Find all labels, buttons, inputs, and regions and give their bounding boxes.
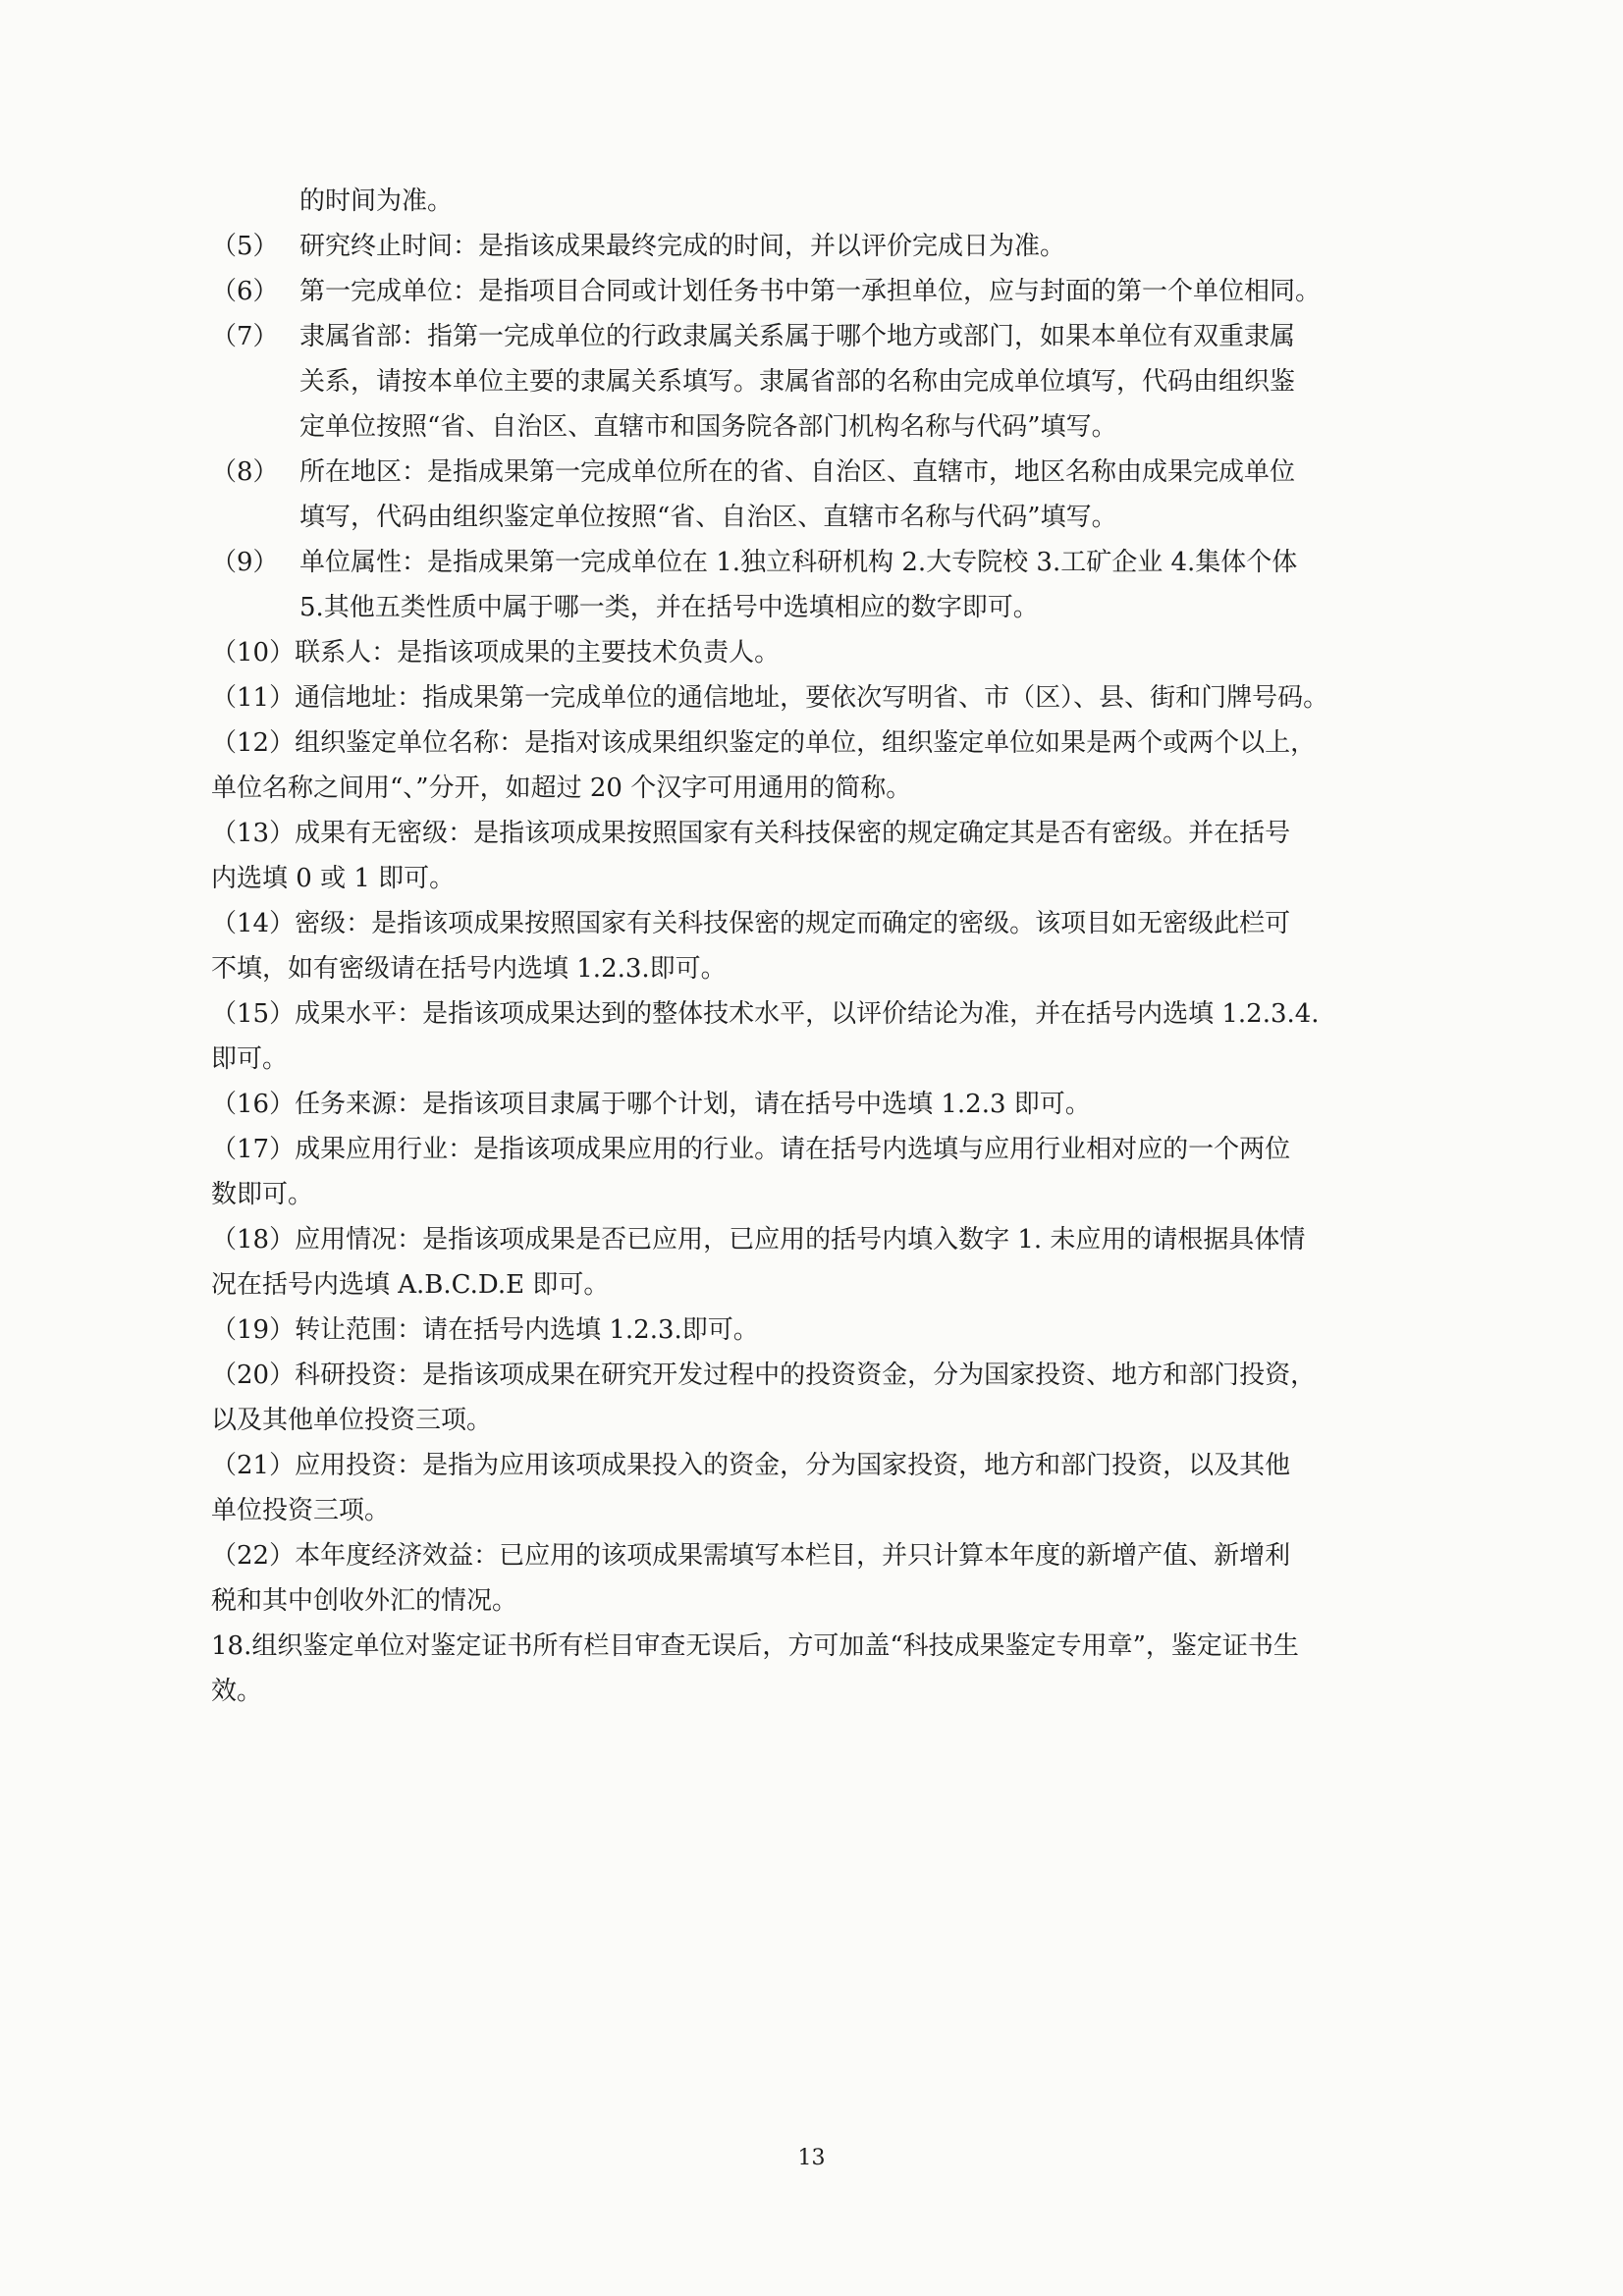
text-line: （16）任务来源：是指该项目隶属于哪个计划，请在括号中选填 1.2.3 即可。 xyxy=(211,1090,1091,1119)
item-number: （5） xyxy=(211,232,279,261)
text-line: 效。 xyxy=(211,1677,263,1706)
text-line: 数即可。 xyxy=(211,1180,314,1209)
text-line: （12）组织鉴定单位名称：是指对该成果组织鉴定的单位，组织鉴定单位如果是两个或两个以上， xyxy=(211,728,1317,758)
text-line: 18.组织鉴定单位对鉴定证书所有栏目审查无误后，方可加盖“科技成果鉴定专用章”，鉴定证书生 xyxy=(211,1631,1299,1661)
list-item xyxy=(211,269,1448,314)
text-line: 单位名称之间用“、”分开，如超过 20 个汉字可用通用的简称。 xyxy=(211,774,912,803)
text-line: （15）成果水平：是指该项成果达到的整体技术水平，以评价结论为准，并在括号内选填 1.2.3.4. xyxy=(211,999,1320,1029)
text-line: （17）成果应用行业：是指该项成果应用的行业。请在括号内选填与应用行业相对应的一个两位 xyxy=(211,1135,1291,1164)
text-line: （18）应用情况：是指该项成果是否已应用，已应用的括号内填入数字 1. 未应用的请根据具体情 xyxy=(211,1225,1306,1255)
instructions-body xyxy=(211,179,1448,1714)
text-line: （13）成果有无密级：是指该项成果按照国家有关科技保密的规定确定其是否有密级。并在括号 xyxy=(211,819,1291,848)
item-number: （9） xyxy=(211,548,279,577)
text-line: 单位投资三项。 xyxy=(211,1496,391,1525)
item-number: （8） xyxy=(211,457,279,487)
item-text: 所在地区：是指成果第一完成单位所在的省、自治区、直辖市，地区名称由成果完成单位 xyxy=(299,457,1296,487)
text-line: 5.其他五类性质中属于哪一类，并在括号中选填相应的数字即可。 xyxy=(299,593,1039,622)
text-line: （20）科研投资：是指该项成果在研究开发过程中的投资资金，分为国家投资、地方和部门投资， xyxy=(211,1361,1317,1390)
page-number: 13 xyxy=(797,2146,826,2170)
text-line: （14）密级：是指该项成果按照国家有关科技保密的规定而确定的密级。该项目如无密级此栏可 xyxy=(211,909,1291,938)
list-item xyxy=(211,314,1448,359)
text-line: （22）本年度经济效益：已应用的该项成果需填写本栏目，并只计算本年度的新增产值、新增利 xyxy=(211,1541,1291,1571)
text-line: 不填，如有密级请在括号内选填 1.2.3.即可。 xyxy=(211,954,727,984)
item-text: 隶属省部：指第一完成单位的行政隶属关系属于哪个地方或部门，如果本单位有双重隶属 xyxy=(299,322,1296,351)
item-number: （6） xyxy=(211,277,279,306)
text-line: 以及其他单位投资三项。 xyxy=(211,1406,493,1435)
list-item xyxy=(211,450,1448,495)
item-number: （7） xyxy=(211,322,279,351)
text-line: 况在括号内选填 A.B.C.D.E 即可。 xyxy=(211,1270,610,1300)
text-line: 即可。 xyxy=(211,1044,289,1074)
list-item xyxy=(211,224,1448,269)
text-line: （10）联系人：是指该项成果的主要技术负责人。 xyxy=(211,638,781,667)
item-text: 第一完成单位：是指项目合同或计划任务书中第一承担单位，应与封面的第一个单位相同。 xyxy=(299,277,1322,306)
text-line: 定单位按照“省、自治区、直辖市和国务院各部门机构名称与代码”填写。 xyxy=(299,412,1117,442)
text-line: （19）转让范围：请在括号内选填 1.2.3.即可。 xyxy=(211,1315,759,1345)
text-line: 填写，代码由组织鉴定单位按照“省、自治区、直辖市名称与代码”填写。 xyxy=(299,503,1117,532)
text-line: （11）通信地址：指成果第一完成单位的通信地址，要依次写明省、市（区）、县、街和门牌号码。 xyxy=(211,683,1329,713)
text-line: 关系，请按本单位主要的隶属关系填写。隶属省部的名称由完成单位填写，代码由组织鉴 xyxy=(299,367,1296,397)
text-line: 税和其中创收外汇的情况。 xyxy=(211,1586,518,1616)
text-line: （21）应用投资：是指为应用该项成果投入的资金，分为国家投资，地方和部门投资，以及其他 xyxy=(211,1451,1291,1480)
item-text: 单位属性：是指成果第一完成单位在 1.独立科研机构 2.大专院校 3.工矿企业 4.集体个体 xyxy=(299,548,1298,577)
list-item xyxy=(211,540,1448,585)
text-line: 内选填 0 或 1 即可。 xyxy=(211,864,456,893)
item-text: 研究终止时间：是指该成果最终完成的时间，并以评价完成日为准。 xyxy=(299,232,1066,261)
text-line: 的时间为准。 xyxy=(299,187,454,216)
